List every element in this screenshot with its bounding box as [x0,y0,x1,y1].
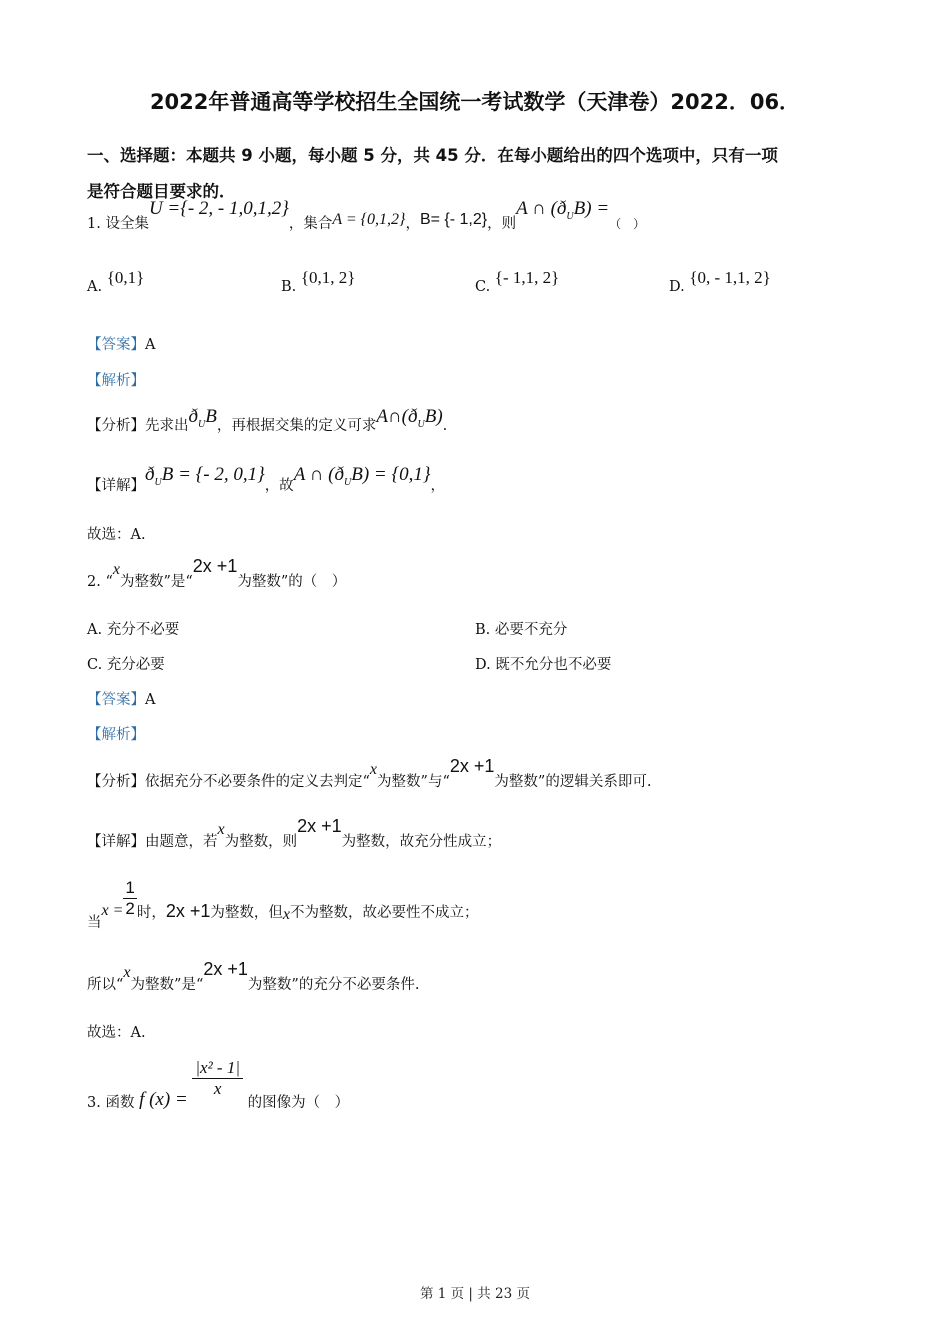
answer-label: 【答案】 [87,337,145,353]
q1-option-d[interactable]: D. {0, - 1,1, 2} [669,268,771,295]
q1-analysis-label: 【解析】 [87,373,145,389]
page-footer: 第 1 页 | 共 23 页 [419,1286,531,1302]
question-2-stem: 2. “x为整数”是“2x +1为整数”的（ ） [87,556,347,590]
q2-dang-line: 当x = $\frac{1}{2}$ 时，2x +1为整数，但x不为整数，故必要性不成立； [87,878,479,931]
set-a-expr: A = {0,1,2} [332,211,406,228]
q2-option-c[interactable]: C. 充分必要 [87,657,165,673]
q2-option-d[interactable]: D. 既不允分也不必要 [475,657,612,673]
q1-option-c[interactable]: C. {- 1,1, 2} [475,268,560,295]
q2-fenxi: 【分析】依据充分不必要条件的定义去判定“x为整数”与“2x +1为整数”的逻辑关系即可. [87,756,652,790]
universal-set-expr: U ={- 2, - 1,0,1,2} [148,198,289,219]
target-expr: A ∩ $(ð_UB)$ = [516,198,610,222]
q1-xiangjie: 【详解】$ð_UB$ = {- 2, 0,1}，故A ∩ $(ð_UB) = \{0,1\}$， [87,464,445,494]
function-expr: f (x) = [139,1088,188,1110]
q2-suoyi: 所以“x为整数”是“2x +1为整数”的充分不必要条件. [87,959,420,993]
q2-option-a[interactable]: A. 充分不必要 [87,622,180,638]
q2-option-b[interactable]: B. 必要不充分 [475,622,568,638]
page-title: 2022年普通高等学校招生全国统一考试数学（天津卷）2022．06． [149,90,801,114]
section-heading-line2: 是符合题目要求的． [87,182,236,201]
q2-xiangjie: 【详解】由题意，若x为整数，则2x +1为整数，故充分性成立； [87,816,502,850]
q1-option-a[interactable]: A. {0,1} [87,268,145,295]
question-1-stem: 1. 设全集U ={- 2, - 1,0,1,2}，集合A = {0,1,2}，B= {- 1,2}，则A ∩ $(ð_UB)$ =（ ） [87,198,646,232]
q2-analysis-label: 【解析】 [87,727,145,743]
q1-fenxi: 【分析】先求出$ð_UB$，再根据交集的定义可求$A\cap(ð_UB)$. [87,406,448,434]
q2-conclusion: 故选：A. [87,1025,146,1041]
answer-label: 【答案】 [87,692,145,708]
q1-answer: 【答案】A [87,337,156,353]
q2-answer: 【答案】A [87,692,156,708]
set-b-expr: B= {- 1,2} [419,211,488,228]
section-heading-line1: 一、选择题：本题共 9 小题，每小题 5 分，共 45 分．在每小题给出的四个选项中，只有一项 [87,146,778,165]
q1-conclusion: 故选：A. [87,527,146,543]
q1-option-b[interactable]: B. {0,1, 2} [281,268,356,295]
question-3-stem: 3. 函数 f (x) = $\frac{\text{|x² - 1|}}{x}$ 的图像为（ ） [87,1058,350,1111]
